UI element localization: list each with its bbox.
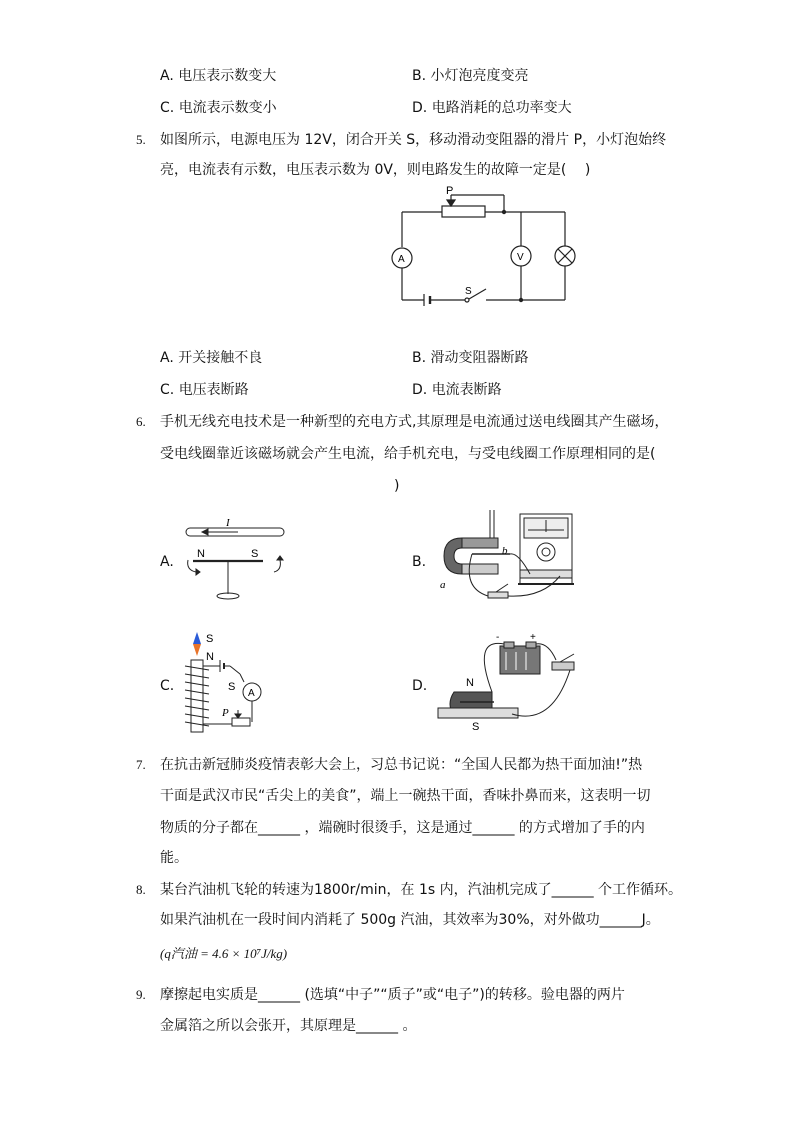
q5-ammeter-label: A [398, 254, 405, 265]
q5-voltmeter-label: V [517, 252, 524, 263]
q6-option-c-figure[interactable] [178, 630, 268, 738]
q8-formula: (q汽油 = 4.6 × 10⁷J/kg) [160, 946, 288, 961]
q5-stem-line2: 亮，电流表有示数，电压表示数为 0V，则电路发生的故障一定是( ) [160, 162, 591, 178]
q6-d-north-label: N [466, 677, 474, 689]
q6-c-ammeter-label: A [248, 688, 255, 699]
q5-option-d[interactable]: D. 电流表断路 [412, 382, 502, 398]
q5-number: 5. [136, 132, 146, 147]
q6-c-switch-label: S [228, 681, 236, 693]
q6-option-c-letter[interactable]: C. [160, 678, 175, 694]
q6-c-compass-south-tip [193, 644, 201, 656]
q5-switch-label: S [465, 286, 472, 297]
q6-b-a-label: a [440, 579, 446, 591]
q4-option-a[interactable]: A. 电压表示数变大 [160, 68, 277, 84]
q6-a-north-label: N [197, 548, 205, 560]
q6-option-a-figure[interactable] [178, 514, 300, 606]
q7-number: 7. [136, 757, 146, 772]
q9-line2: 金属箔之所以会张开，其原理是______ 。 [160, 1018, 417, 1034]
q8-line2: 如果汽油机在一段时间内消耗了 500g 汽油，其效率为30%，对外做功______J。 [160, 912, 660, 928]
q6-stem-line3: ) [394, 478, 400, 494]
q6-stem-line1: 手机无线充电技术是一种新型的充电方式,其原理是电流通过送电线圈其产生磁场， [160, 414, 669, 430]
q6-option-d-letter[interactable]: D. [412, 678, 428, 694]
q7-line3: 物质的分子都在______ ，端碗时很烫手，这是通过______ 的方式增加了手的内 [160, 820, 645, 836]
q4-option-b[interactable]: B. 小灯泡亮度变亮 [412, 68, 529, 84]
q5-option-a[interactable]: A. 开关接触不良 [160, 350, 263, 366]
q6-option-b-letter[interactable]: B. [412, 554, 427, 570]
q6-d-south-label: S [472, 721, 480, 733]
q6-c-compass-s-label: S [206, 633, 214, 645]
q8-line1: 某台汽油机飞轮的转速为1800r/min，在 1s 内，汽油机完成了______ 个工作循环。 [160, 882, 683, 898]
q6-c-compass-n-label: N [206, 651, 214, 663]
q9-line1: 摩擦起电实质是______ (选填“中子”“质子”或“电子”)的转移。验电器的两片 [160, 987, 625, 1003]
q6-a-current-label: I [226, 517, 230, 529]
q7-line2: 干面是武汉市民“舌尖上的美食”，端上一碗热干面，香味扑鼻而来，这表明一切 [160, 788, 651, 804]
q7-line4: 能。 [160, 850, 188, 866]
q6-b-b-label: b [502, 545, 508, 557]
q4-option-d[interactable]: D. 电路消耗的总功率变大 [412, 100, 572, 116]
q5-stem-line1: 如图所示，电源电压为 12V，闭合开关 S，移动滑动变阻器的滑片 P，小灯泡始终 [160, 132, 667, 148]
q5-slider-label: P [446, 185, 454, 197]
q5-option-c[interactable]: C. 电压表断路 [160, 382, 249, 398]
q7-line1: 在抗击新冠肺炎疫情表彰大会上，习总书记说：“全国人民都为热干面加油!”热 [160, 757, 643, 773]
q6-number: 6. [136, 414, 146, 429]
q6-stem-line2: 受电线圈靠近该磁场就会产生电流，给手机充电，与受电线圈工作原理相同的是( [160, 446, 656, 462]
q9-number: 9. [136, 987, 146, 1002]
q6-option-d-figure[interactable] [432, 630, 582, 734]
q5-circuit-diagram [385, 185, 580, 307]
q6-c-slider-label: P [222, 707, 229, 719]
q6-d-minus-label: - [496, 632, 500, 643]
q6-a-south-label: S [251, 548, 259, 560]
q5-option-b[interactable]: B. 滑动变阻器断路 [412, 350, 529, 366]
q8-number: 8. [136, 882, 146, 897]
q4-option-c[interactable]: C. 电流表示数变小 [160, 100, 277, 116]
q6-d-plus-label: + [530, 632, 536, 643]
q6-option-b-figure[interactable] [432, 508, 582, 608]
q6-c-compass-north-tip [193, 632, 201, 644]
q6-option-a-letter[interactable]: A. [160, 554, 174, 570]
